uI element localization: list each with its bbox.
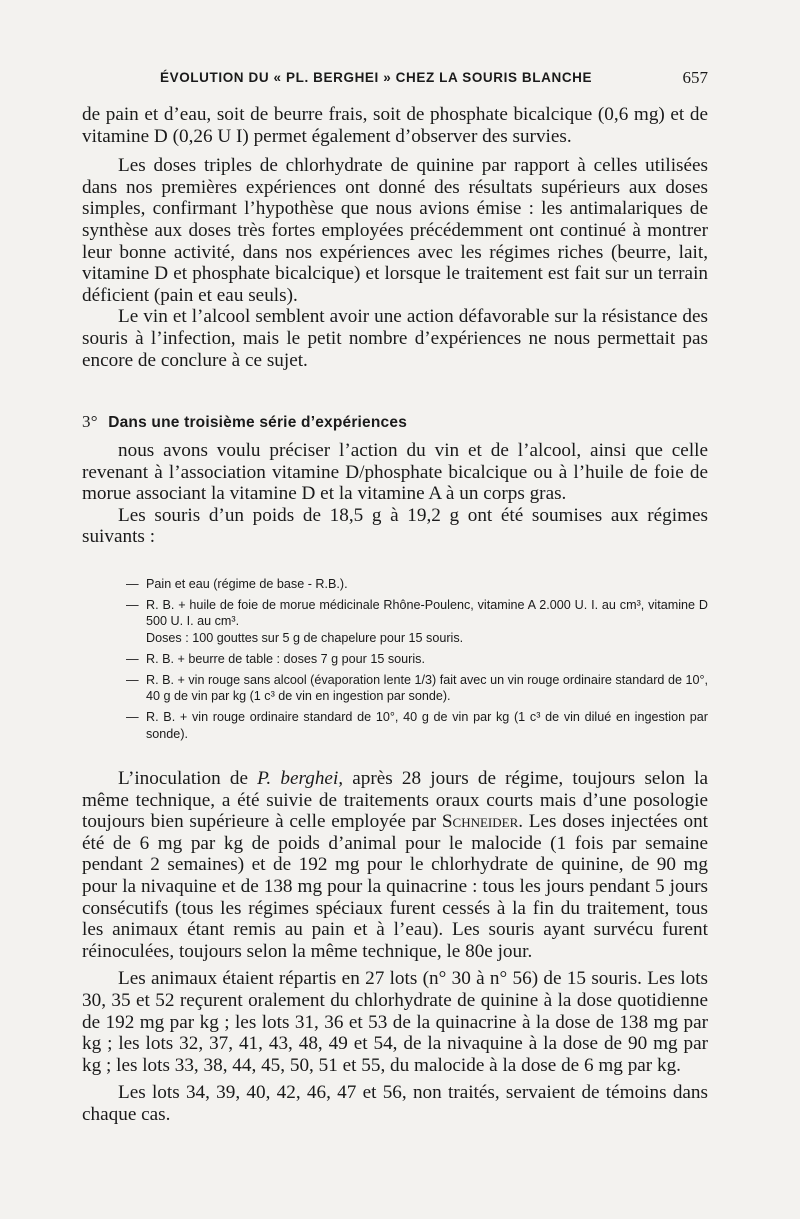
author-name: Schneider. xyxy=(441,811,524,833)
intro-section xyxy=(82,104,708,371)
list-item xyxy=(82,672,708,704)
regime-doses: Doses : 100 gouttes sur 5 g de chapelure pour 15 souris. xyxy=(146,630,464,645)
results-paragraph-1 xyxy=(82,768,708,962)
results-text-start: L’inoculation de xyxy=(118,768,258,789)
regime-text: R. B. + vin rouge ordinaire standard de 10°, 40 g de vin par kg (1 c³ de vin dilué en ingestion par sonde). xyxy=(146,710,708,741)
regime-text: R. B. + beurre de table : doses 7 g pour 15 souris. xyxy=(146,651,425,666)
list-dash: — xyxy=(126,710,139,725)
list-item xyxy=(82,651,708,667)
intro-paragraph-3: Le vin et l’alcool semblent avoir une action défavorable sur la résistance des souris à l’infection, mais le petit nombre d’expériences ne nous permettait pas encore de conclure à ce sujet. xyxy=(82,306,708,371)
regime-text: Pain et eau (régime de base - R.B.). xyxy=(146,577,348,591)
results-section xyxy=(82,768,708,1126)
list-dash: — xyxy=(126,577,139,591)
list-dash: — xyxy=(126,598,139,613)
results-paragraph-3: Les lots 34, 39, 40, 42, 46, 47 et 56, non traités, servaient de témoins dans chaque cas. xyxy=(82,1082,708,1125)
section-title: Dans une troisième série d’expériences xyxy=(108,414,408,431)
section-paragraph-1: nous avons voulu préciser l’action du vin et de l’alcool, ainsi que celle revenant à l’association vitamine D/phosphate bicalcique ou à l’huile de foie de morue associant la vitamine D et la vitamine A à un corps gras. xyxy=(82,440,708,505)
page-header xyxy=(82,68,708,92)
running-title: ÉVOLUTION DU « PL. BERGHEI » CHEZ LA SOURIS BLANCHE xyxy=(160,70,593,85)
intro-paragraph-1: de pain et d’eau, soit de beurre frais, soit de phosphate bicalcique (0,6 mg) et de vitamine D (0,26 U I) permet également d’observer des survies. xyxy=(82,104,708,147)
list-dash: — xyxy=(126,673,139,688)
list-dash: — xyxy=(126,651,139,666)
regime-text: R. B. + huile de foie de morue médicinale Rhône-Poulenc, vitamine A 2.000 U. I. au cm³, vitamine D 500 U. I. au cm³. xyxy=(146,598,708,629)
page-number: 657 xyxy=(682,68,708,87)
intro-paragraph-2: Les doses triples de chlorhydrate de quinine par rapport à celles utilisées dans nos premières expériences ont donné des résultats supérieurs aux doses simples, confirmant l’hypothèse que nous avions émise : les antimalariques de synthèse aux doses très fortes employées précédemment ont continué à montrer leur bonne activité, dans nos expériences avec les régimes riches (beurre, lait, vitamine D et phosphate bicalcique) et lorsque le traitement est fait sur un terrain déficient (pain et eau seuls). xyxy=(82,155,708,306)
regime-text: R. B. + vin rouge sans alcool (évaporation lente 1/3) fait avec un vin rouge ordinaire standard de 10°, 40 g de vin par kg (1 c³ de vin en ingestion par sonde). xyxy=(146,673,708,704)
list-item xyxy=(82,576,708,592)
results-paragraph-2: Les animaux étaient répartis en 27 lots (n° 30 à n° 56) de 15 souris. Les lots 30, 35 et 52 reçurent oralement du chlorhydrate de quinine à la dose quotidienne de 192 mg par kg ; les lots 31, 36 et 53 de la quinacrine à la dose de 138 mg par kg ; les lots 32, 37, 41, 43, 48, 49 et 54, de la nivaquine à la dose de 90 mg par kg ; les lots 33, 38, 44, 45, 50, 51 et 55, du malocide à la dose de 6 mg par kg. xyxy=(82,968,708,1076)
results-text-mid: après 28 jours de régime, toujours selon la même technique, a été suivie de traitements oraux courts mais d’une posologie toujours bien supérieure à celle employée par xyxy=(82,768,708,833)
regimes-list xyxy=(82,576,708,747)
list-item xyxy=(82,709,708,741)
section-number: 3° xyxy=(82,412,98,431)
results-text-end: Les doses injectées ont été de 6 mg par kg de poids d’animal pour le malocide (1 fois par semaine pendant 2 semaines) et de 192 mg pour le chlorhydrate de quinine, de 90 mg pour la nivaquine et de 138 mg pour la quinacrine : tous les jours pendant 5 jours consécutifs (tous les régimes spéciaux furent cessés à la fin du traitement, tous les animaux étant remis au pain et à l’eau). Les souris ayant survécu furent réinoculées, toujours selon la même technique, le 80e jour. xyxy=(82,811,708,962)
section-body xyxy=(82,440,708,548)
species-name: P. berghei, xyxy=(257,768,344,789)
section-heading xyxy=(82,412,708,432)
list-item xyxy=(82,597,708,646)
section-paragraph-2: Les souris d’un poids de 18,5 g à 19,2 g ont été soumises aux régimes suivants : xyxy=(82,504,708,548)
